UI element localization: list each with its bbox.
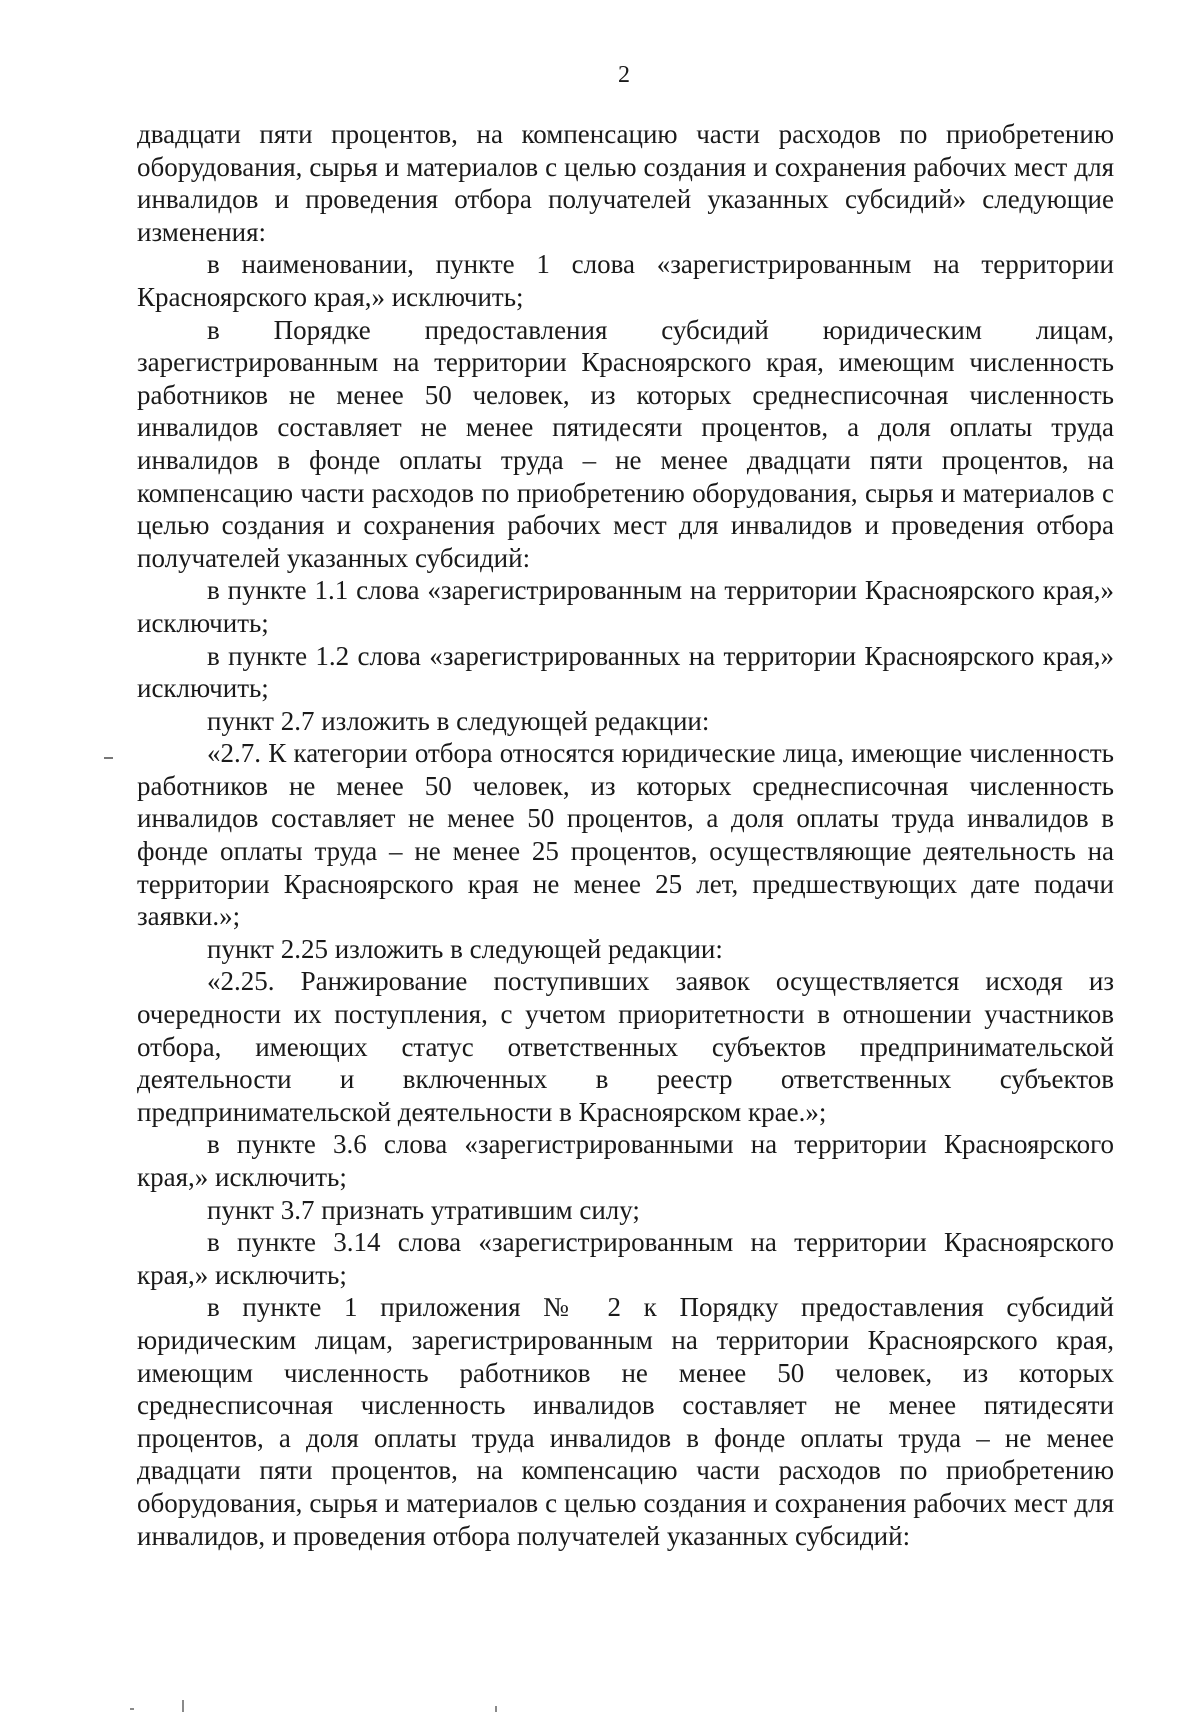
paragraph-9: «2.25. Ранжирование поступивших заявок осуществляется исходя из очередности их поступления, с учетом приоритетности в отношении участников отбора, имеющих статус ответственных субъектов предпринимательской деятельности и включенных в реестр ответственных субъектов предпринимательской деятельности в Красноярском крае.»;: [137, 966, 1114, 1127]
document-body: [137, 118, 1114, 1552]
paragraph-6: пункт 2.7 изложить в следующей редакции:: [207, 705, 710, 736]
scan-speck: [182, 1700, 184, 1712]
paragraph-12: в пункте 3.14 слова «зарегистрированным на территории Красноярского края,» исключить;: [137, 1227, 1114, 1290]
paragraph-10: в пункте 3.6 слова «зарегистрированными на территории Красноярского края,» исключить;: [137, 1129, 1114, 1192]
paragraph-11: пункт 3.7 признать утратившим силу;: [207, 1194, 640, 1225]
paragraph-7: «2.7. К категории отбора относятся юридические лица, имеющие численность работников не менее 50 человек, из которых среднесписочная численность инвалидов составляет не менее 50 процентов, а доля оплаты труда инвалидов в фонде оплаты труда – не менее 25 процентов, осуществляющие деятельность на территории Красноярского края не менее 25 лет, предшествующих дате подачи заявки.»;: [137, 738, 1114, 932]
scan-speck: [130, 1708, 134, 1710]
scan-speck: [495, 1706, 497, 1712]
paragraph-4: в пункте 1.1 слова «зарегистрированным на территории Красноярского края,» исключить;: [137, 575, 1114, 638]
paragraph-3: в Порядке предоставления субсидий юридическим лицам, зарегистрированным на территории Красноярского края, имеющим численность работников не менее 50 человек, из которых среднесписочная численность инвалидов составляет не менее пятидесяти процентов, а доля оплаты труда инвалидов в фонде оплаты труда – не менее двадцати пяти процентов, на компенсацию части расходов по приобретению оборудования, сырья и материалов с целью создания и сохранения рабочих мест для инвалидов и проведения отбора получателей указанных субсидий:: [137, 314, 1114, 573]
paragraph-8: пункт 2.25 изложить в следующей редакции:: [207, 933, 723, 964]
paragraph-2: в наименовании, пункте 1 слова «зарегистрированным на территории Красноярского края,» исключить;: [137, 249, 1114, 312]
paragraph-13: в пункте 1 приложения № 2 к Порядку предоставления субсидий юридическим лицам, зарегистрированным на территории Красноярского края, имеющим численность работников не менее 50 человек, из которых среднесписочная численность инвалидов составляет не менее пятидесяти процентов, а доля оплаты труда инвалидов в фонде оплаты труда – не менее двадцати пяти процентов, на компенсацию части расходов по приобретению оборудования, сырья и материалов с целью создания и сохранения рабочих мест для инвалидов, и проведения отбора получателей указанных субсидий:: [137, 1292, 1114, 1551]
page-number: 2: [618, 62, 630, 88]
paragraph-5: в пункте 1.2 слова «зарегистрированных на территории Красноярского края,» исключить;: [137, 640, 1114, 704]
paragraph-1: двадцати пяти процентов, на компенсацию части расходов по приобретению оборудования, сырья и материалов с целью создания и сохранения рабочих мест для инвалидов и проведения отбора получателей указанных субсидий» следующие изменения:: [137, 119, 1114, 247]
margin-mark: [104, 757, 113, 759]
